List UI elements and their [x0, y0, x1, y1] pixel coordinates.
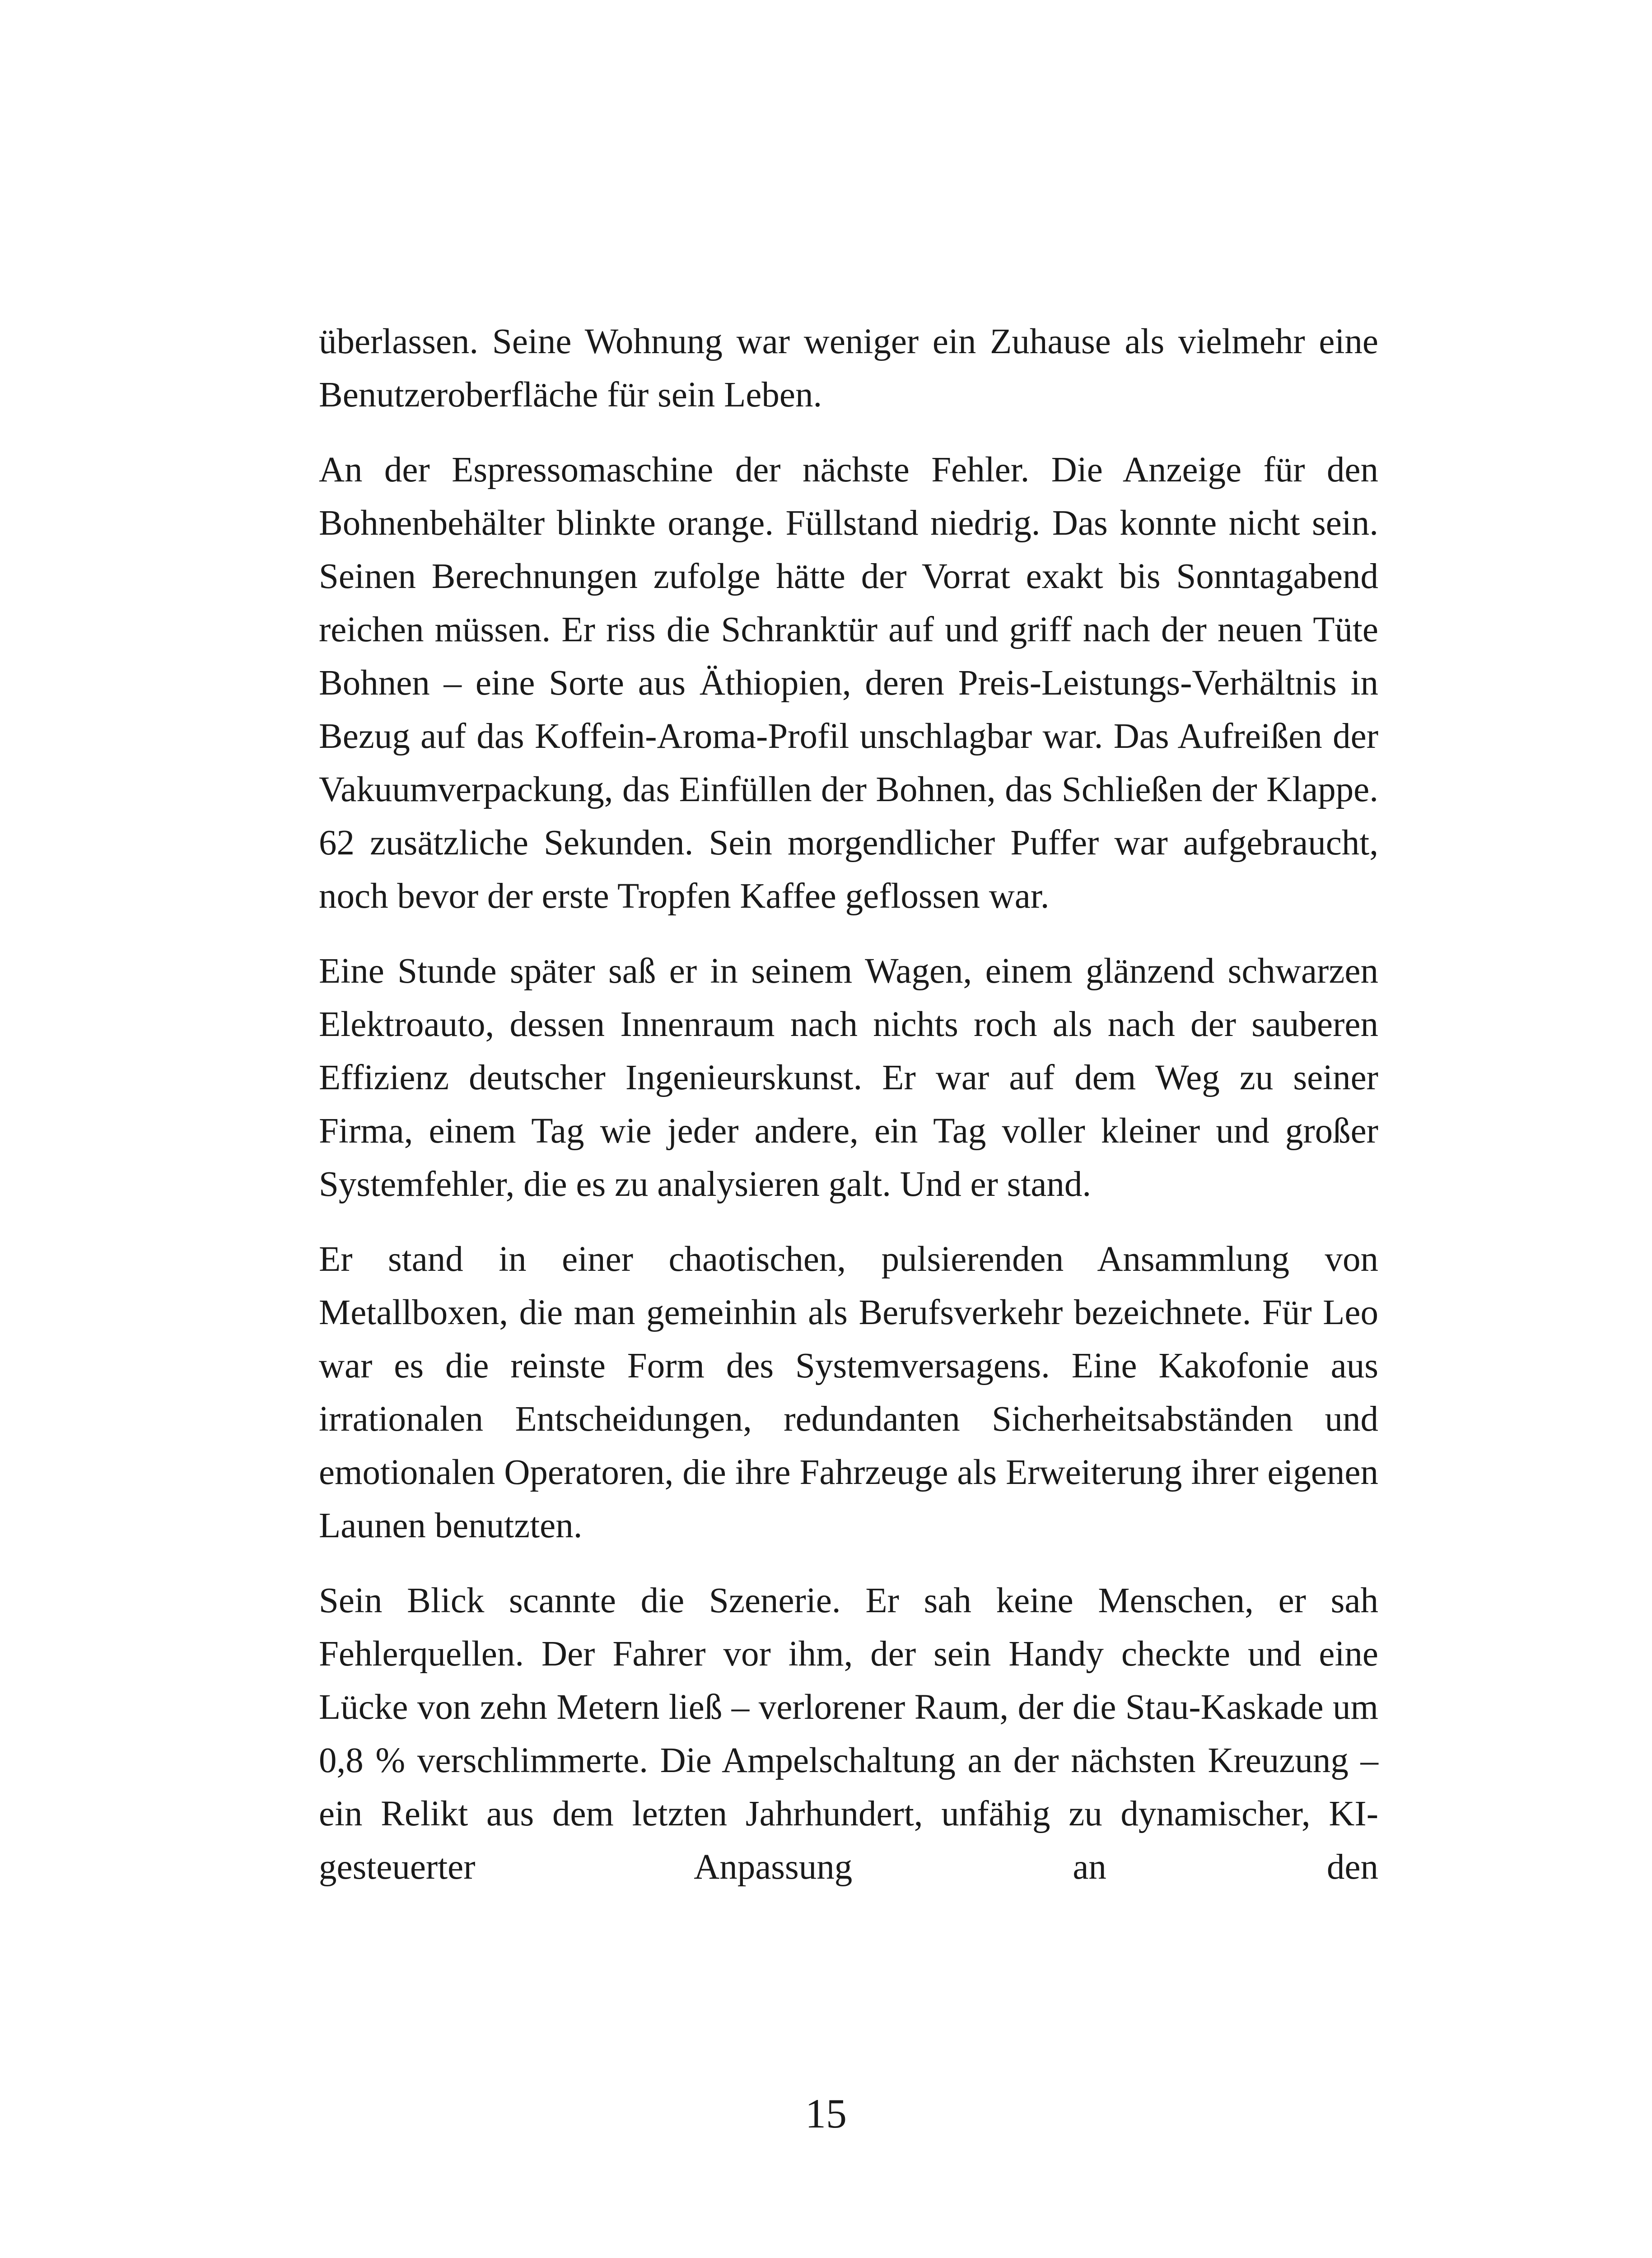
paragraph-2: An der Espressomaschine der nächste Fehler. Die Anzeige für den Bohnenbehälter blinkte orange. Füllstand niedrig. Das konnte nicht sein. Seinen Berechnungen zufolge hätte der Vorrat exakt bis Sonntagabend reichen müssen. Er riss die Schranktür auf und griff nach der neuen Tüte Bohnen – eine Sorte aus Äthiopien, deren Preis-Leistungs-Verhältnis in Bezug auf das Koffein-Aroma-Profil unschlagbar war. Das Aufreißen der Vakuumverpackung, das Einfüllen der Bohnen, das Schließen der Klappe. 62 zusätzliche Sekunden. Sein morgendlicher Puffer war aufgebraucht, noch bevor der erste Tropfen Kaffee geflossen war.: [319, 450, 1378, 916]
paragraph-3: Eine Stunde später saß er in seinem Wagen, einem glänzend schwarzen Elektroauto, dessen Innenraum nach nichts roch als nach der sauberen Effizienz deutscher Ingenieurskunst. Er war auf dem Weg zu seiner Firma, einem Tag wie jeder andere, ein Tag voller kleiner und großer Systemfehler, die es zu analysieren galt. Und er stand.: [319, 952, 1378, 1204]
paragraph-4: Er stand in einer chaotischen, pulsierenden Ansammlung von Metallboxen, die man gemeinhin als Berufsverkehr bezeichnete. Für Leo war es die reinste Form des Systemversagens. Eine Kakofonie aus irrationalen Entscheidungen, redundanten Sicherheitsabständen und emotionalen Operatoren, die ihre Fahrzeuge als Erweiterung ihrer eigenen Launen benutzten.: [319, 1240, 1378, 1545]
body-text: [319, 315, 1378, 1894]
paragraph-5: Sein Blick scannte die Szenerie. Er sah keine Menschen, er sah Fehlerquellen. Der Fahrer vor ihm, der sein Handy checkte und eine Lücke von zehn Metern ließ – verlorener Raum, der die Stau-Kaskade um 0,8 % verschlimmerte. Die Ampelschaltung an der nächsten Kreuzung – ein Relikt aus dem letzten Jahrhundert, unfähig zu dynamischer, KI-gesteuerter Anpassung an den: [319, 1581, 1378, 1887]
paragraph-1: überlassen. Seine Wohnung war weniger ein Zuhause als vielmehr eine Benutzeroberfläche für sein Leben.: [319, 322, 1378, 415]
page-number: 15: [805, 2090, 847, 2137]
